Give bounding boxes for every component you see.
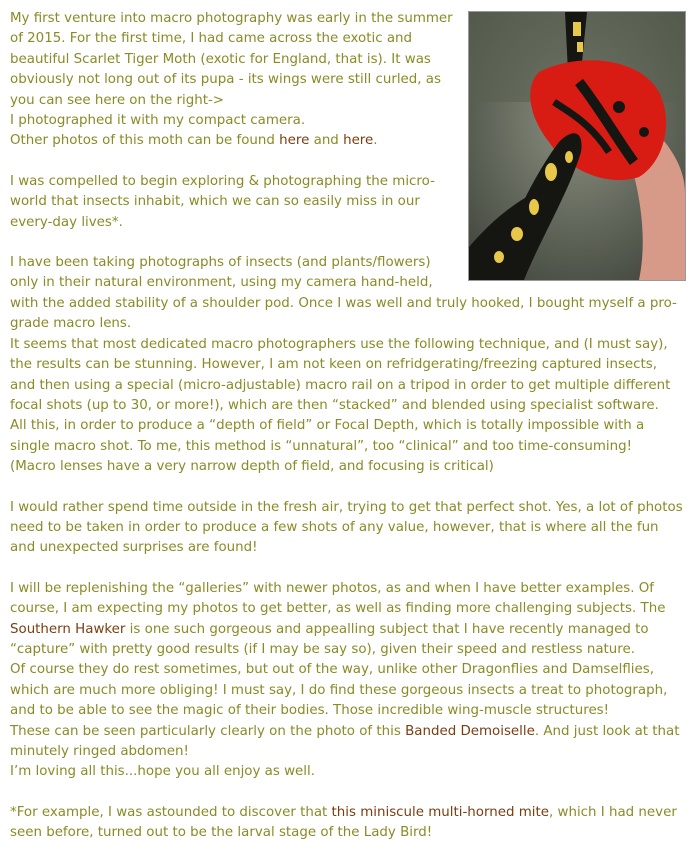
mite-link[interactable]: this miniscule multi-horned mite bbox=[331, 804, 549, 820]
camera-text: I photographed it with my compact camera. bbox=[10, 113, 306, 129]
other-photos-text: Other photos of this moth can be found bbox=[10, 133, 280, 149]
spacer bbox=[10, 783, 686, 803]
banded-demoiselle-link[interactable]: Banded Demoiselle bbox=[405, 723, 535, 739]
stacking-text: It seems that most dedicated macro photographers use the following technique, and (I must say), the results can be stunning. However, I am not keen on refridgerating/freezing captured insects, and then using a special (micro-adjustable) macro rail on a tripod in order to get multiple different focal shots (up to 30, or more!), which are then “stacked” and blended using specialist software. bbox=[10, 336, 671, 413]
and-text: and bbox=[309, 133, 344, 149]
micro-world-paragraph: I was compelled to begin exploring & photographing the micro-world that insects inhabit, which we can so easily miss in our every-day lives*. bbox=[10, 173, 435, 230]
spacer bbox=[10, 559, 686, 579]
southern-hawker-link[interactable]: Southern Hawker bbox=[10, 621, 126, 637]
galleries-paragraph bbox=[10, 579, 686, 783]
footnote-paragraph bbox=[10, 803, 686, 844]
technique-paragraph bbox=[10, 253, 686, 477]
handheld-text: I have been taking photographs of insects (and plants/flowers) only in their natural environment, using my camera hand-held, with the added stability of a shoulder pod. Once I was well and truly hooked, I bought myself a pro-grade macro lens. bbox=[10, 255, 677, 332]
footnote-text: *For example, I was astounded to discover that bbox=[10, 804, 332, 820]
demoiselle-intro-text: These can be seen particularly clearly on the photo of this bbox=[10, 723, 406, 739]
abdomen-text: . And just look at that minutely ringed abdomen! bbox=[10, 723, 680, 759]
article-body bbox=[10, 9, 686, 844]
spacer bbox=[10, 478, 686, 498]
ladybird-text: , which I had never seen before, turned out to be the larval stage of the Lady Bird! bbox=[10, 804, 677, 841]
macro-lens-note: (Macro lenses have a very narrow depth of field, and focusing is critical) bbox=[10, 459, 494, 475]
dragonfly-text: Of course they do rest sometimes, but out of the way, unlike other Dragonflies and Damselflies, which are much more obliging! I must say, I do find these gorgeous insects a treat to photograph, and to be able to see the magic of their bodies. Those incredible wing-muscle structures! bbox=[10, 662, 668, 719]
intro-text: My first venture into macro photography was early in the summer of 2015. For the first time, I had came across the exotic and beautiful Scarlet Tiger Moth (exotic for England, that is). It was obviously not long out of its pupa - its wings were still curled, as you can see here on the right-> bbox=[10, 11, 453, 108]
hawker-text: is one such gorgeous and appealling subject that I have recently managed to “capture” with pretty good results (if I may be say so), given their speed and restless nature. bbox=[10, 621, 649, 657]
period-text: . bbox=[373, 133, 378, 149]
moth-link-here-1[interactable]: here bbox=[279, 133, 310, 149]
scarlet-tiger-moth-photo[interactable] bbox=[468, 11, 686, 281]
moth-photo-graphic bbox=[469, 12, 685, 280]
enjoy-text: I’m loving all this...hope you all enjoy as well. bbox=[10, 764, 315, 780]
outdoors-paragraph: I would rather spend time outside in the fresh air, trying to get that perfect shot. Yes, a lot of photos need to be taken in order to produce a few shots of any value, however, that is where all the fun and unexpected surprises are found! bbox=[10, 499, 683, 556]
galleries-text: I will be replenishing the “galleries” with newer photos, as and when I have better examples. Of course, I am expecting my photos to get better, as well as finding more challenging subjects. The bbox=[10, 580, 666, 617]
depth-of-field-text: All this, in order to produce a “depth of field” or Focal Depth, which is totally impossible with a single macro shot. To me, this method is “unnatural”, too “clinical” and too time-consuming! bbox=[10, 418, 645, 454]
moth-link-here-2[interactable]: here bbox=[343, 133, 374, 149]
